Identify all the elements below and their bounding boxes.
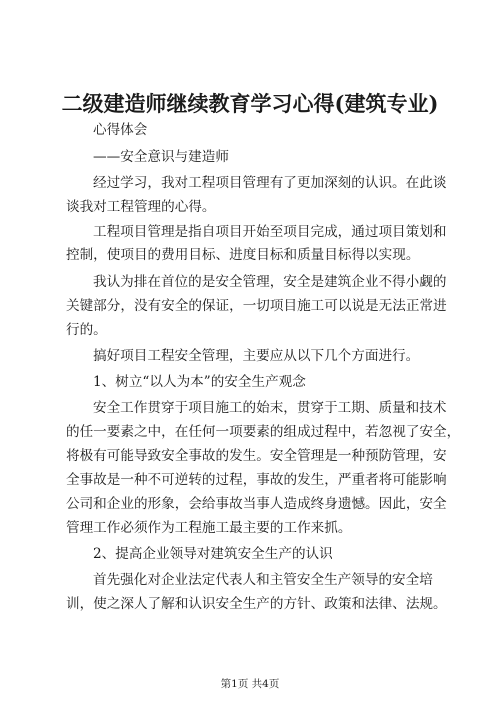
document-title: 二级建造师继续教育学习心得(建筑专业) — [61, 91, 439, 116]
paragraph-line: 公司和企业的形象，会给事故当事人造成终身遗憾。因此，安全 — [66, 496, 447, 512]
paragraph-line: 将极有可能导致安全事故的发生。安全管理是一种预防管理，安 — [66, 448, 447, 464]
paragraph-line: 安全工作贯穿于项目施工的始末，贯穿于工期、质量和技术 — [93, 400, 447, 416]
paragraph-line: 谈我对工程管理的心得。 — [66, 199, 216, 215]
section-heading: 2、提高企业领导对建筑安全生产的认识 — [93, 546, 333, 562]
heading: 心得体会 — [93, 122, 148, 138]
paragraph-line: 我认为排在首位的是安全管理，安全是建筑企业不得小觑的 — [93, 274, 447, 290]
paragraph-line: 全事故是一种不可逆转的过程，事故的发生，严重者将可能影响 — [66, 472, 447, 488]
paragraph-line: 搞好项目工程安全管理，主要应从以下几个方面进行。 — [93, 348, 420, 364]
page-footer: 第1页 共4页 — [220, 678, 280, 690]
paragraph-line: 工程项目管理是指自项目开始至项目完成，通过项目策划和 — [93, 224, 447, 240]
paragraph-line: 行的。 — [66, 322, 107, 338]
section-heading: 1、树立“以人为本”的安全生产观念 — [93, 374, 306, 390]
paragraph-line: 关键部分，没有安全的保证，一切项目施工可以说是无法正常进 — [66, 298, 447, 314]
paragraph-line: 训，使之深人了解和认识安全生产的方针、政策和法律、法规。 — [66, 596, 447, 612]
paragraph-line: 经过学习，我对工程项目管理有了更加深刻的认识。在此谈 — [93, 175, 447, 191]
subheading: ——安全意识与建造师 — [93, 149, 229, 165]
paragraph-line: 控制，使项目的费用目标、进度目标和质量目标得以实现。 — [66, 247, 420, 263]
paragraph-line: 管理工作必须作为工程施工最主要的工作来抓。 — [66, 520, 352, 536]
paragraph-line: 首先强化对企业法定代表人和主管安全生产领导的安全培 — [93, 572, 433, 588]
paragraph-line: 的任一要素之中，在任何一项要素的组成过程中，若忽视了安全， — [66, 424, 461, 440]
